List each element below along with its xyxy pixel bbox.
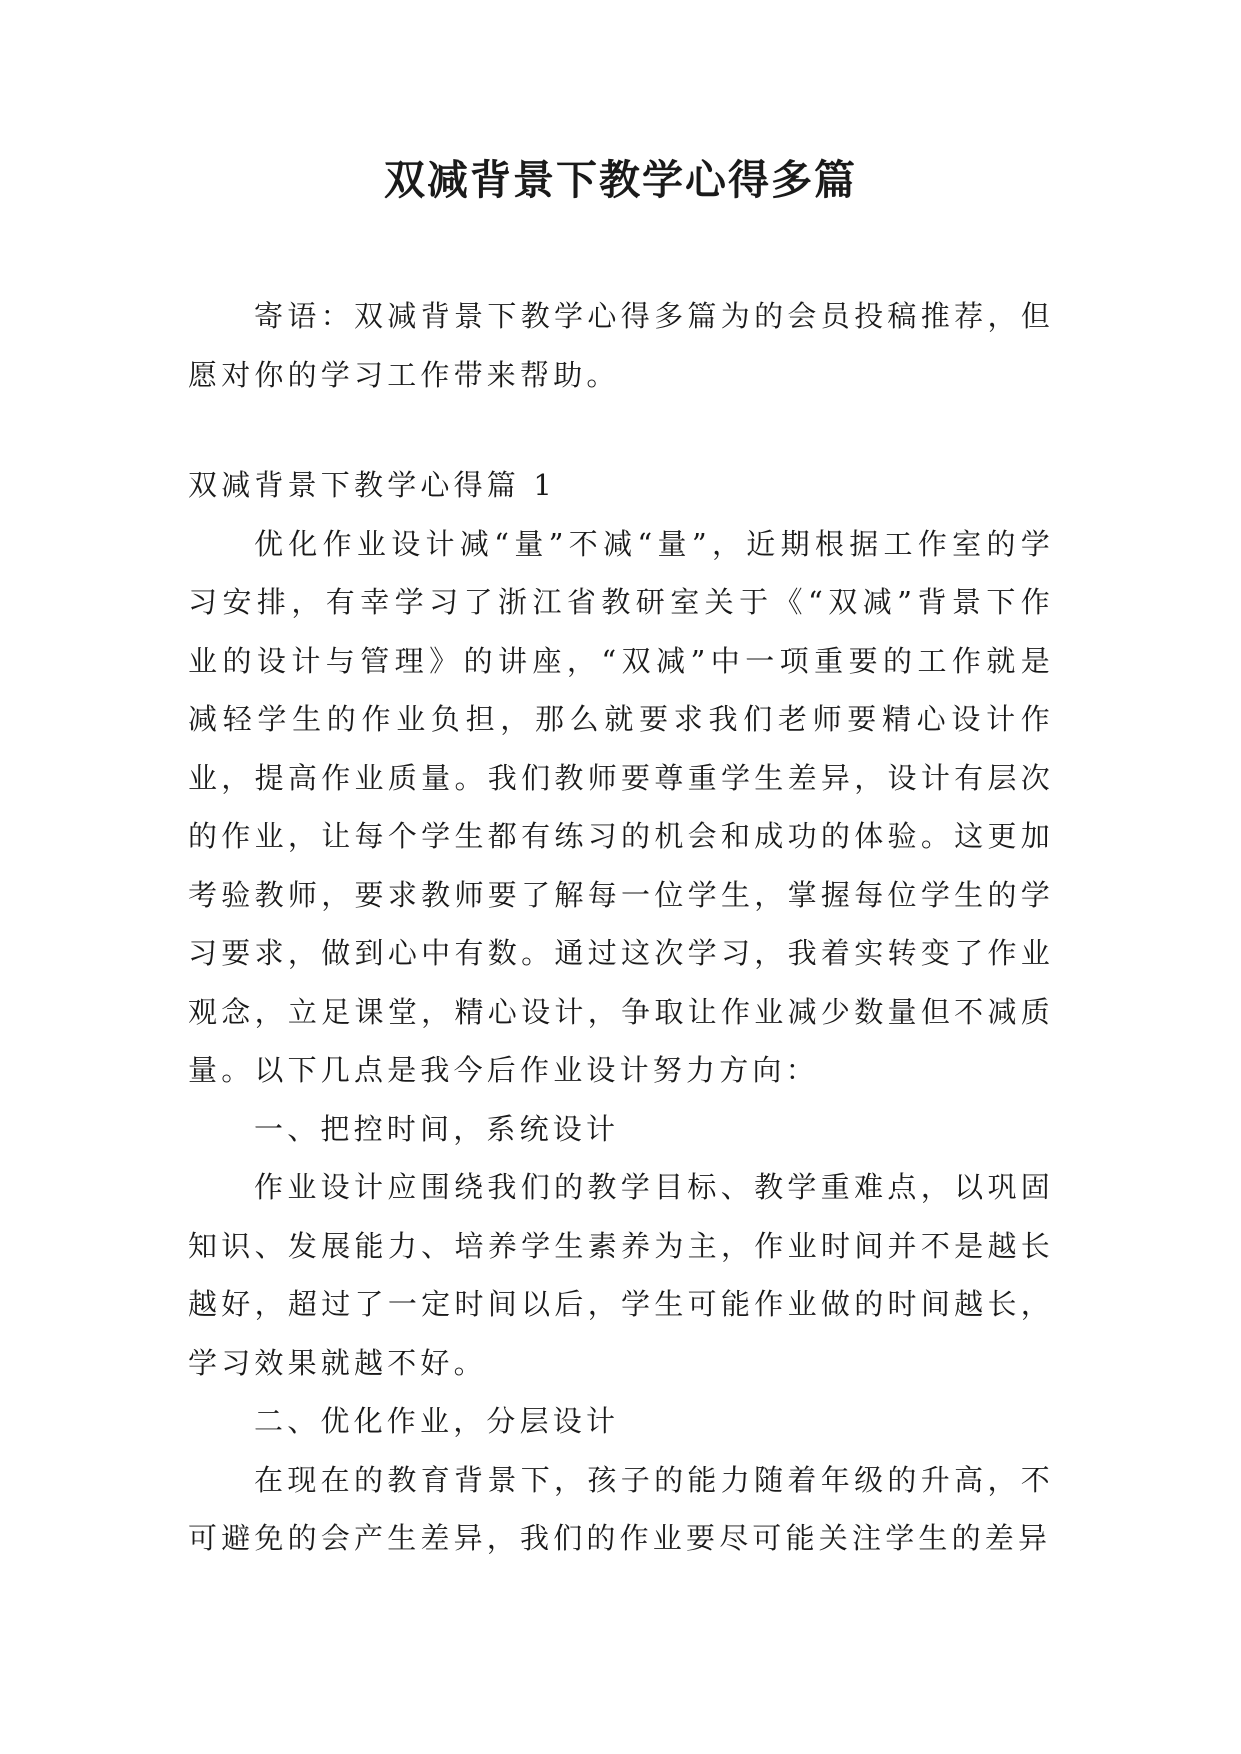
document-body — [188, 287, 1054, 1568]
intro-paragraph: 寄语：双减背景下教学心得多篇为的会员投稿推荐，但愿对你的学习工作带来帮助。 — [188, 299, 1054, 392]
subheading-2: 二、优化作业，分层设计 — [254, 1404, 620, 1438]
subheading-1: 一、把控时间，系统设计 — [254, 1111, 620, 1146]
document-title: 双减背景下教学心得多篇 — [384, 156, 857, 204]
section-heading: 双减背景下教学心得篇 1 — [188, 468, 557, 502]
body-paragraph: 作业设计应围绕我们的教学目标、教学重难点，以巩固知识、发展能力、培养学生素养为主，作业时间并不是越长越好，超过了一定时间以后，学生可能作业做的时间越长，学习效果就越不好。 — [188, 1170, 1054, 1380]
paragraph-gap — [188, 404, 1054, 456]
body-paragraph: 优化作业设计减“量”不减“量”，近期根据工作室的学习安排，有幸学习了浙江省教研室关于《“双减”背景下作业的设计与管理》的讲座，“双减”中一项重要的工作就是减轻学生的作业负担，那么就要求我们老师要精心设计作业，提高作业质量。我们教师要尊重学生差异，设计有层次的作业，让每个学生都有练习的机会和成功的体验。这更加考验教师，要求教师要了解每一位学生，掌握每位学生的学习要求，做到心中有数。通过这次学习，我着实转变了作业观念，立足课堂，精心设计，争取让作业减少数量但不减质量。以下几点是我今后作业设计努力方向： — [188, 526, 1054, 1087]
body-paragraph: 在现在的教育背景下，孩子的能力随着年级的升高，不可避免的会产生差异，我们的作业要尽可能关注学生的差异 — [188, 1462, 1054, 1555]
